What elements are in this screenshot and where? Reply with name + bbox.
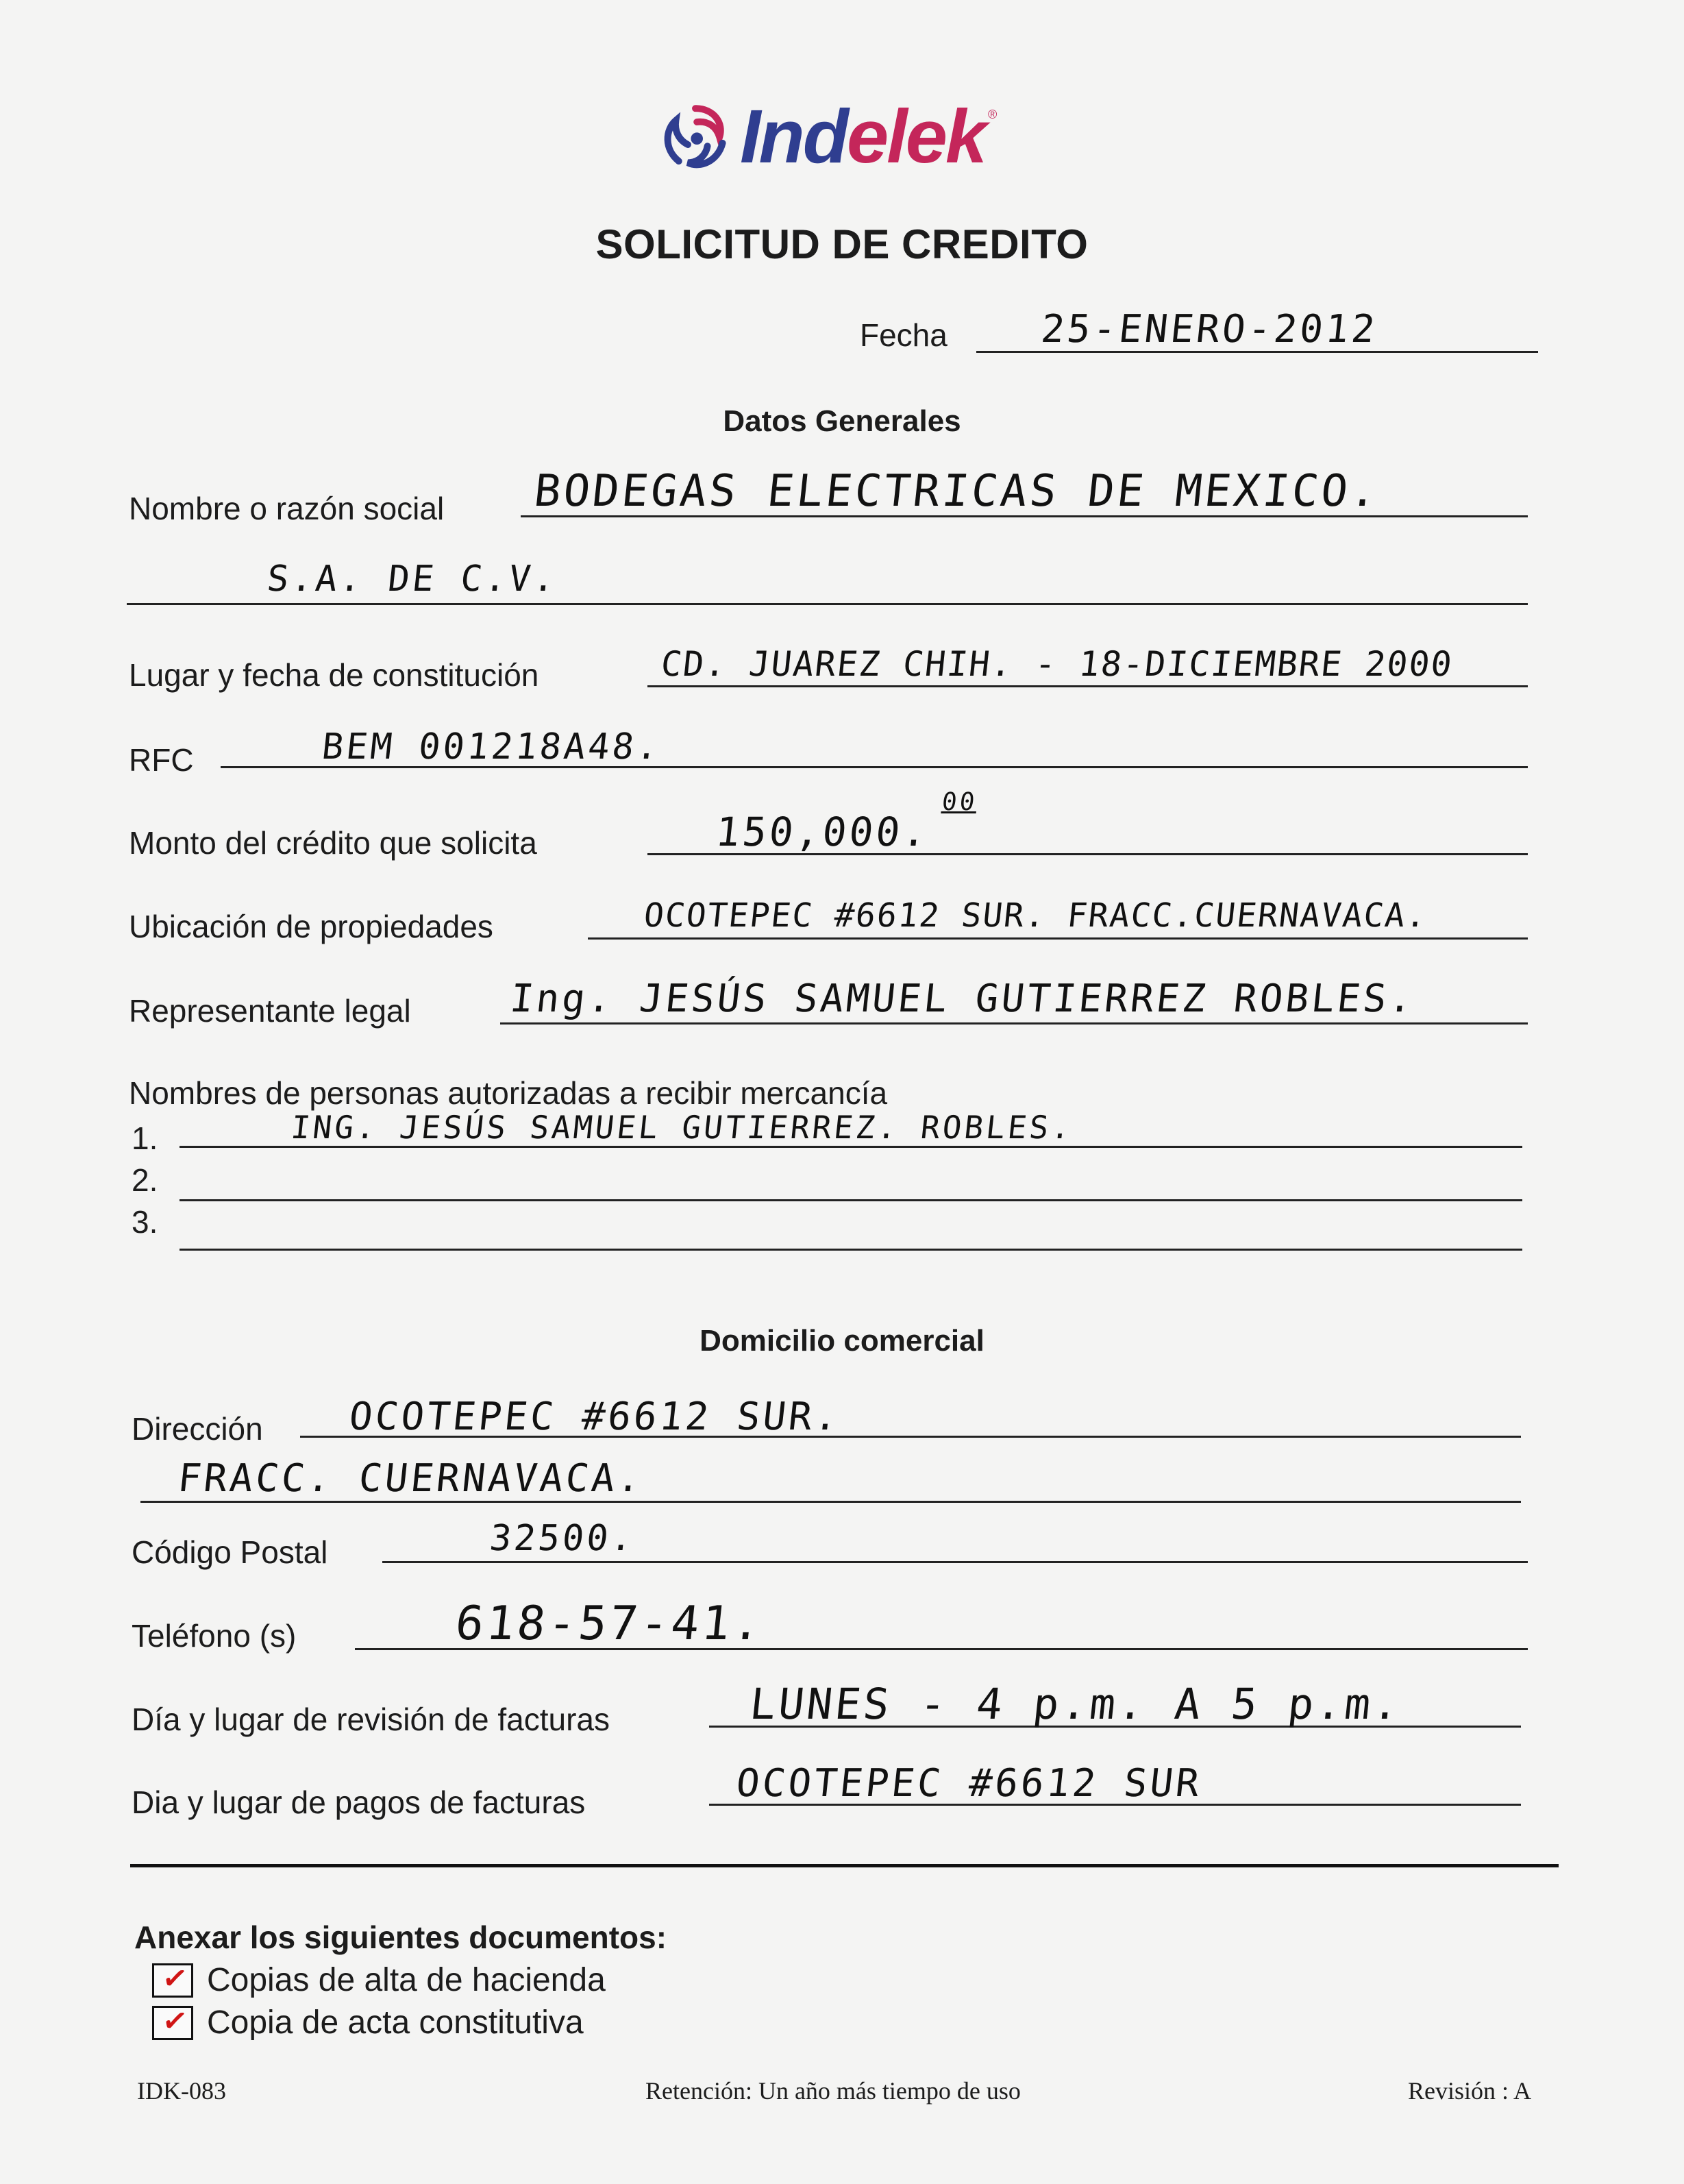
fecha-label: Fecha xyxy=(860,317,948,353)
lugar-line xyxy=(647,685,1528,687)
direccion-value[interactable]: OCOTEPEC #6612 SUR. xyxy=(347,1395,843,1439)
autorizada-line-2 xyxy=(179,1199,1522,1201)
telefono-value[interactable]: 618-57-41. xyxy=(452,1597,767,1651)
checkbox-acta-constitutiva[interactable] xyxy=(152,2002,193,2040)
pagos-value[interactable]: OCOTEPEC #6612 SUR xyxy=(734,1761,1204,1806)
pagos-label: Dia y lugar de pagos de facturas xyxy=(132,1784,586,1820)
cp-value[interactable]: 32500. xyxy=(487,1518,637,1559)
cp-line xyxy=(382,1561,1528,1563)
lugar-value[interactable]: CD. JUAREZ CHIH. - 18-DICIEMBRE 2000 xyxy=(658,644,1455,684)
form-code: IDK-083 xyxy=(137,2077,226,2105)
check-mark-icon: ✓ xyxy=(160,2002,190,2039)
rfc-value[interactable]: BEM 001218A48. xyxy=(319,726,663,768)
monto-label: Monto del crédito que solicita xyxy=(129,825,537,861)
ubicacion-value[interactable]: OCOTEPEC #6612 SUR. FRACC.CUERNAVACA. xyxy=(642,896,1430,935)
telefono-label: Teléfono (s) xyxy=(132,1618,297,1654)
revision-label: Día y lugar de revisión de facturas xyxy=(132,1702,610,1737)
autorizada-line-3 xyxy=(179,1249,1522,1251)
anexo-item-alta-hacienda[interactable] xyxy=(152,1961,606,1999)
cp-label: Código Postal xyxy=(132,1534,328,1570)
autorizada-num-1: 1. xyxy=(132,1120,158,1156)
section-divider xyxy=(130,1864,1559,1867)
representante-value[interactable]: Ing. JESÚS SAMUEL GUTIERREZ ROBLES. xyxy=(508,977,1417,1021)
domicilio-heading: Domicilio comercial xyxy=(699,1324,985,1358)
anexo-label-acta-constitutiva: Copia de acta constitutiva xyxy=(207,2004,584,2041)
autorizada-line-1 xyxy=(179,1146,1522,1148)
check-mark-icon: ✓ xyxy=(160,1960,190,1997)
nombre-line-2 xyxy=(127,603,1528,605)
autorizada-num-2: 2. xyxy=(132,1162,158,1198)
logo-word-elek: elek xyxy=(846,95,986,179)
checkbox-alta-hacienda[interactable] xyxy=(152,1960,193,1998)
autorizada-value-1[interactable]: ING. JESÚS SAMUEL GUTIERREZ. ROBLES. xyxy=(289,1109,1075,1146)
anexos-heading: Anexar los siguientes documentos: xyxy=(134,1919,667,1955)
retention-note: Retención: Un año más tiempo de uso xyxy=(645,2077,1021,2105)
swirl-logo-icon xyxy=(658,99,733,175)
lugar-label: Lugar y fecha de constitución xyxy=(129,657,539,693)
direccion-label: Dirección xyxy=(132,1411,263,1447)
rfc-label: RFC xyxy=(129,742,194,778)
anexo-label-alta-hacienda: Copias de alta de hacienda xyxy=(207,1962,606,1998)
ubicacion-label: Ubicación de propiedades xyxy=(129,909,493,944)
revision-note: Revisión : A xyxy=(1408,2077,1532,2105)
nombre-label: Nombre o razón social xyxy=(129,491,445,526)
ubicacion-line xyxy=(588,937,1528,940)
form-title: SOLICITUD DE CREDITO xyxy=(595,221,1089,267)
autorizada-num-3: 3. xyxy=(132,1204,158,1240)
indelek-logo xyxy=(658,93,997,182)
registered-mark: ® xyxy=(988,108,998,121)
direccion-line-2 xyxy=(140,1501,1521,1503)
logo-wordmark xyxy=(740,95,986,179)
autorizadas-label: Nombres de personas autorizadas a recibir mercancía xyxy=(129,1075,888,1111)
monto-value[interactable]: 150,000. xyxy=(713,809,932,855)
fecha-value[interactable]: 25-ENERO-2012 xyxy=(1039,307,1380,352)
nombre-value[interactable]: BODEGAS ELECTRICAS DE MEXICO. xyxy=(532,466,1383,517)
datos-generales-heading: Datos Generales xyxy=(723,404,961,438)
nombre-value-2[interactable]: S.A. DE C.V. xyxy=(264,559,560,600)
representante-line xyxy=(500,1022,1528,1024)
revision-value[interactable]: LUNES - 4 p.m. A 5 p.m. xyxy=(747,1679,1404,1729)
logo-word-ind: Ind xyxy=(740,95,847,179)
monto-cents[interactable]: 00 xyxy=(940,788,979,816)
representante-label: Representante legal xyxy=(129,993,411,1029)
anexo-item-acta-constitutiva[interactable] xyxy=(152,2004,584,2041)
direccion-value-2[interactable]: FRACC. CUERNAVACA. xyxy=(175,1456,646,1501)
